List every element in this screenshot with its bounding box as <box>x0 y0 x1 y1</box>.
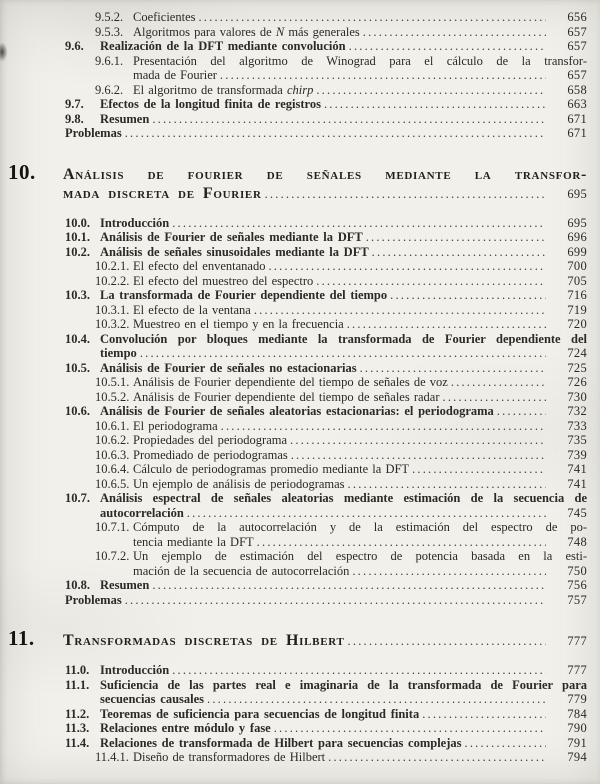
page-number: 695 <box>567 186 587 201</box>
entry-number: 10.7.1. <box>95 520 130 534</box>
toc-entry-row <box>0 593 600 608</box>
entry-title <box>100 39 346 54</box>
page-number: 750 <box>567 563 587 578</box>
entry-title <box>133 535 254 550</box>
dot-leader <box>152 112 546 127</box>
title-text: Diseño de transformadores de Hilbert <box>133 750 326 764</box>
title-text: Algoritmos para valores de <box>133 24 276 39</box>
toc-entry-row <box>0 230 600 245</box>
page-number: 791 <box>567 735 587 750</box>
dot-leader <box>268 259 546 274</box>
entry-title <box>133 10 195 25</box>
entry-title <box>133 549 587 564</box>
entry-number: 10.6.1. <box>95 418 130 433</box>
italic-term: chirp <box>286 82 314 97</box>
page-number: 720 <box>567 317 587 331</box>
toc-entries <box>0 10 600 765</box>
entry-title <box>133 462 409 477</box>
entry-number: 11.4.1. <box>95 750 129 764</box>
entry-title <box>100 216 169 231</box>
entry-number: 10.6.2. <box>95 433 130 447</box>
title-text: Cómputo de la autocorrelación y de la estimación del espectro de po- <box>133 520 587 534</box>
dot-leader <box>422 707 546 722</box>
entry-title <box>100 332 587 347</box>
title-text: mada discreta de Fourier <box>63 184 262 202</box>
dot-leader <box>274 721 546 736</box>
title-text: tencia mediante la DFT <box>133 534 254 549</box>
entry-number: 10.5. <box>65 360 90 375</box>
title-text: Transformadas discretas de Hilbert <box>63 632 345 649</box>
toc-entry-row <box>0 274 600 289</box>
page-number: 716 <box>567 288 587 302</box>
dot-leader <box>465 736 547 751</box>
entry-title <box>100 112 149 127</box>
entry-title <box>133 317 344 332</box>
title-text: Convolución por bloques mediante la transformada de Fourier dependiente del <box>100 331 587 346</box>
entry-title <box>100 230 363 245</box>
toc-entry-row <box>0 736 600 751</box>
title-text: El efecto del enventanado <box>133 259 266 273</box>
entry-number: 10.3.2. <box>95 317 130 331</box>
toc-entry-row <box>0 39 600 54</box>
toc-entry-row <box>0 491 600 506</box>
chapter-title <box>63 165 587 184</box>
toc-entry-row <box>0 564 600 579</box>
title-text: secuencias causales <box>100 692 205 706</box>
entry-title <box>100 663 169 678</box>
title-text: Cálculo de periodogramas promedio mediante la DFT <box>133 462 410 476</box>
chapter-number: 11. <box>8 626 35 650</box>
title-text: más generales <box>284 24 360 39</box>
toc-entry-row <box>0 375 600 390</box>
chapter-number: 10. <box>8 159 36 184</box>
toc-entry-row <box>0 549 600 564</box>
dot-leader <box>140 346 546 361</box>
page-number: 725 <box>567 360 587 375</box>
entry-number: 10.8. <box>65 578 90 592</box>
entry-number: 11.4. <box>65 735 90 750</box>
page-number: 777 <box>567 634 587 648</box>
dot-leader <box>290 433 546 448</box>
entry-number: 11.2. <box>65 706 90 721</box>
title-text: Problemas <box>65 592 122 607</box>
entry-number: 10.6.3. <box>95 447 130 462</box>
entry-number: 10.3. <box>65 288 90 302</box>
entry-title <box>100 578 149 593</box>
title-text: Introducción <box>100 663 170 677</box>
toc-entry-row <box>0 707 600 722</box>
page-number: 663 <box>567 97 587 111</box>
dot-leader <box>265 185 546 204</box>
toc-entry-row <box>0 419 600 434</box>
title-text: Coeficientes <box>133 10 196 24</box>
dot-leader <box>360 361 546 376</box>
dot-leader <box>366 230 546 245</box>
dot-leader <box>348 477 546 492</box>
entry-title <box>133 259 265 274</box>
entry-number: 11.0. <box>65 663 90 677</box>
dot-leader <box>172 216 546 231</box>
entry-number: 9.5.3. <box>95 24 124 39</box>
entry-title <box>133 68 217 83</box>
toc-entry-row <box>0 97 600 112</box>
toc-entry-row <box>0 346 600 361</box>
dot-leader <box>125 593 546 608</box>
entry-title <box>65 126 122 141</box>
title-text: Un ejemplo de estimación del espectro de potencia basada en la esti- <box>133 549 587 563</box>
title-text: Análisis de Fourier dependiente del tiempo de señales radar <box>133 389 440 404</box>
entry-title <box>133 433 287 448</box>
page-number: 757 <box>567 592 587 607</box>
dot-leader <box>451 375 546 390</box>
toc-chapter-heading-row <box>0 184 600 204</box>
toc-entry-row <box>0 216 600 231</box>
title-text: Teoremas de suficiencia para secuencias de longitud finita <box>100 706 420 721</box>
page-number: 784 <box>567 706 587 721</box>
page-number: 741 <box>567 476 587 491</box>
title-text: Presentación del algoritmo de Winograd para el cálculo de la transfor- <box>133 53 587 68</box>
entry-title <box>100 506 184 521</box>
dot-leader <box>316 83 546 98</box>
title-text: Análisis espectral de señales aleatorias mediante estimación de la secuencia de <box>100 491 587 505</box>
dot-leader <box>372 245 546 260</box>
dot-leader <box>254 303 546 318</box>
page-number: 726 <box>567 375 587 389</box>
entry-number: 10.6.5. <box>95 476 130 491</box>
dot-leader <box>125 126 546 141</box>
entry-number: 10.2.1. <box>95 259 130 273</box>
page-number: 735 <box>567 433 587 447</box>
entry-title <box>100 736 462 751</box>
title-text: Análisis de Fourier dependiente del tiempo de señales de voz <box>133 375 448 389</box>
title-text: Un ejemplo de análisis de periodogramas <box>133 476 345 491</box>
entry-title <box>133 375 448 390</box>
entry-title <box>133 520 587 535</box>
page-number: 748 <box>567 534 587 549</box>
entry-title <box>133 303 251 318</box>
entry-title <box>100 721 271 736</box>
dot-leader <box>172 663 546 678</box>
toc-entry-row <box>0 404 600 419</box>
dot-leader <box>221 419 546 434</box>
page-number: 739 <box>567 447 587 462</box>
title-text: El efecto de la ventana <box>133 302 251 317</box>
title-text: Suficiencia de las partes real e imaginaria de la transformada de Fourier para <box>100 677 587 692</box>
toc-entry-row <box>0 678 600 693</box>
page-number: 705 <box>567 273 587 288</box>
toc-entry-row <box>0 332 600 347</box>
toc-entry-row <box>0 578 600 593</box>
toc-entry-row <box>0 390 600 405</box>
entry-title <box>100 346 137 361</box>
toc-entry-row <box>0 433 600 448</box>
toc-entry-row <box>0 259 600 274</box>
toc-entry-row <box>0 317 600 332</box>
dot-leader <box>497 404 546 419</box>
dot-leader <box>348 632 546 651</box>
title-text: Efectos de la longitud finita de registros <box>100 97 321 111</box>
entry-title <box>100 678 587 693</box>
page-number: 732 <box>567 404 587 418</box>
entry-title <box>133 83 313 98</box>
page-number: 671 <box>567 126 587 140</box>
page-number: 657 <box>567 24 587 39</box>
entry-number: 11.1. <box>65 677 90 692</box>
title-text: mación de la secuencia de autocorrelación <box>133 563 350 578</box>
toc-chapter-heading-row <box>0 626 600 651</box>
entry-number: 10.3.1. <box>95 302 130 317</box>
page-number: 779 <box>567 692 587 706</box>
title-text: Análisis de fourier de señales mediante la transfor- <box>63 165 587 183</box>
page-number: 719 <box>567 302 587 317</box>
title-text: La transformada de Fourier dependiente del tiempo <box>100 288 388 302</box>
entry-title <box>100 288 387 303</box>
entry-title <box>100 97 321 112</box>
entry-number: 11.3. <box>65 721 90 735</box>
page-number: 724 <box>567 346 587 360</box>
entry-number: 10.2.2. <box>95 273 130 288</box>
title-text: Propiedades del periodograma <box>133 433 288 447</box>
title-text: autocorrelación <box>100 505 184 520</box>
page-number: 790 <box>567 721 587 735</box>
toc-entry-row <box>0 83 600 98</box>
toc-entry-row <box>0 663 600 678</box>
dot-leader <box>352 564 546 579</box>
title-text: tiempo <box>100 346 137 360</box>
dot-leader <box>363 25 546 40</box>
toc-entry-row <box>0 535 600 550</box>
entry-number: 9.6.1. <box>95 53 124 68</box>
toc-entry-row <box>0 448 600 463</box>
entry-title <box>100 491 587 506</box>
entry-number: 10.6. <box>65 404 90 418</box>
entry-title <box>133 750 325 765</box>
page-number: 699 <box>567 244 587 259</box>
page-number: 695 <box>567 215 587 230</box>
dot-leader <box>328 750 546 765</box>
entry-number: 10.4. <box>65 331 90 346</box>
entry-number: 10.0. <box>65 215 90 230</box>
entry-number: 9.7. <box>65 97 84 111</box>
entry-title <box>133 25 360 40</box>
entry-title <box>100 692 204 707</box>
toc-entry-row <box>0 721 600 736</box>
title-text: Relaciones entre módulo y fase <box>100 721 271 735</box>
dot-leader <box>220 68 546 83</box>
entry-title <box>100 404 494 419</box>
page-number: 658 <box>567 82 587 97</box>
entry-number: 10.5.1. <box>95 375 130 389</box>
dot-leader <box>390 288 546 303</box>
chapter-title <box>63 184 262 203</box>
title-text: Introducción <box>100 215 170 230</box>
page-number: 696 <box>567 230 587 244</box>
toc-entry-row <box>0 462 600 477</box>
title-text: mada de Fourier <box>133 68 217 82</box>
entry-title <box>133 274 313 289</box>
entry-title <box>100 707 419 722</box>
toc-entry-row <box>0 692 600 707</box>
title-text: Problemas <box>65 126 122 140</box>
title-text: Realización de la DFT mediante convolución <box>100 39 346 53</box>
italic-term: N <box>275 24 285 39</box>
page-number: 733 <box>567 418 587 433</box>
entry-number: 10.1. <box>65 230 90 244</box>
dot-leader <box>257 535 546 550</box>
entry-number: 10.6.4. <box>95 462 130 476</box>
page-number: 656 <box>567 10 587 24</box>
toc-entry-row <box>0 750 600 765</box>
page-number: 730 <box>567 389 587 404</box>
entry-title <box>100 361 357 376</box>
page-number: 745 <box>567 505 587 520</box>
entry-number: 9.8. <box>65 111 84 126</box>
dot-leader <box>412 462 546 477</box>
toc-chapter-heading-row <box>0 159 600 184</box>
dot-leader <box>187 506 546 521</box>
dot-leader <box>347 317 546 332</box>
entry-title <box>133 564 349 579</box>
title-text: Análisis de Fourier de señales no estacionarias <box>100 360 357 375</box>
page-number: 671 <box>567 111 587 126</box>
title-text: Relaciones de transformada de Hilbert para secuencias complejas <box>100 735 462 750</box>
entry-number: 10.7. <box>65 491 90 505</box>
dot-leader <box>152 578 546 593</box>
toc-entry-row <box>0 506 600 521</box>
title-text: Análisis de señales sinusoidales mediante la DFT <box>100 244 369 259</box>
title-text: Análisis de Fourier de señales mediante la DFT <box>100 230 363 244</box>
page-number: 700 <box>567 259 587 273</box>
title-text: El periodograma <box>133 418 218 433</box>
dot-leader <box>316 274 546 289</box>
toc-entry-row <box>0 477 600 492</box>
title-text: Promediado de periodogramas <box>133 447 288 462</box>
title-text: El algoritmo de transformada <box>133 82 287 97</box>
toc-entry-row <box>0 10 600 25</box>
toc-entry-row <box>0 25 600 40</box>
dot-leader <box>207 692 546 707</box>
toc-entry-row <box>0 112 600 127</box>
chapter-title <box>63 631 345 650</box>
page-number: 741 <box>567 462 587 476</box>
toc-entry-row <box>0 54 600 69</box>
toc-entry-row <box>0 245 600 260</box>
entry-title <box>133 390 440 405</box>
title-text: Resumen <box>100 578 150 592</box>
entry-number: 10.5.2. <box>95 389 130 404</box>
entry-title <box>65 593 122 608</box>
dot-leader <box>198 10 546 25</box>
page-number: 657 <box>567 68 587 82</box>
toc-entry-row <box>0 361 600 376</box>
entry-number: 9.6.2. <box>95 82 124 97</box>
title-text: Análisis de Fourier de señales aleatorias estacionarias: el periodograma <box>100 404 494 418</box>
toc-entry-row <box>0 68 600 83</box>
entry-title <box>100 245 369 260</box>
entry-number: 10.7.2. <box>95 549 130 563</box>
toc-entry-row <box>0 288 600 303</box>
entry-title <box>133 448 288 463</box>
title-text: El efecto del muestreo del espectro <box>133 273 314 288</box>
entry-number: 10.2. <box>65 244 90 259</box>
page-number: 756 <box>567 578 587 592</box>
entry-number: 9.5.2. <box>95 10 124 24</box>
dot-leader <box>349 39 546 54</box>
entry-title <box>133 477 345 492</box>
page-number: 794 <box>567 750 587 764</box>
scan-smudge <box>0 40 9 64</box>
dot-leader <box>443 390 546 405</box>
title-text: Muestreo en el tiempo y en la frecuencia <box>133 317 344 331</box>
entry-title <box>133 54 587 69</box>
toc-entry-row <box>0 126 600 141</box>
toc-entry-row <box>0 520 600 535</box>
dot-leader <box>291 448 546 463</box>
page-number: 777 <box>567 663 587 677</box>
title-text: Resumen <box>100 111 150 126</box>
toc-entry-row <box>0 303 600 318</box>
entry-title <box>133 419 218 434</box>
entry-number: 9.6. <box>65 39 84 53</box>
dot-leader <box>324 97 546 112</box>
page-number: 657 <box>567 39 587 53</box>
